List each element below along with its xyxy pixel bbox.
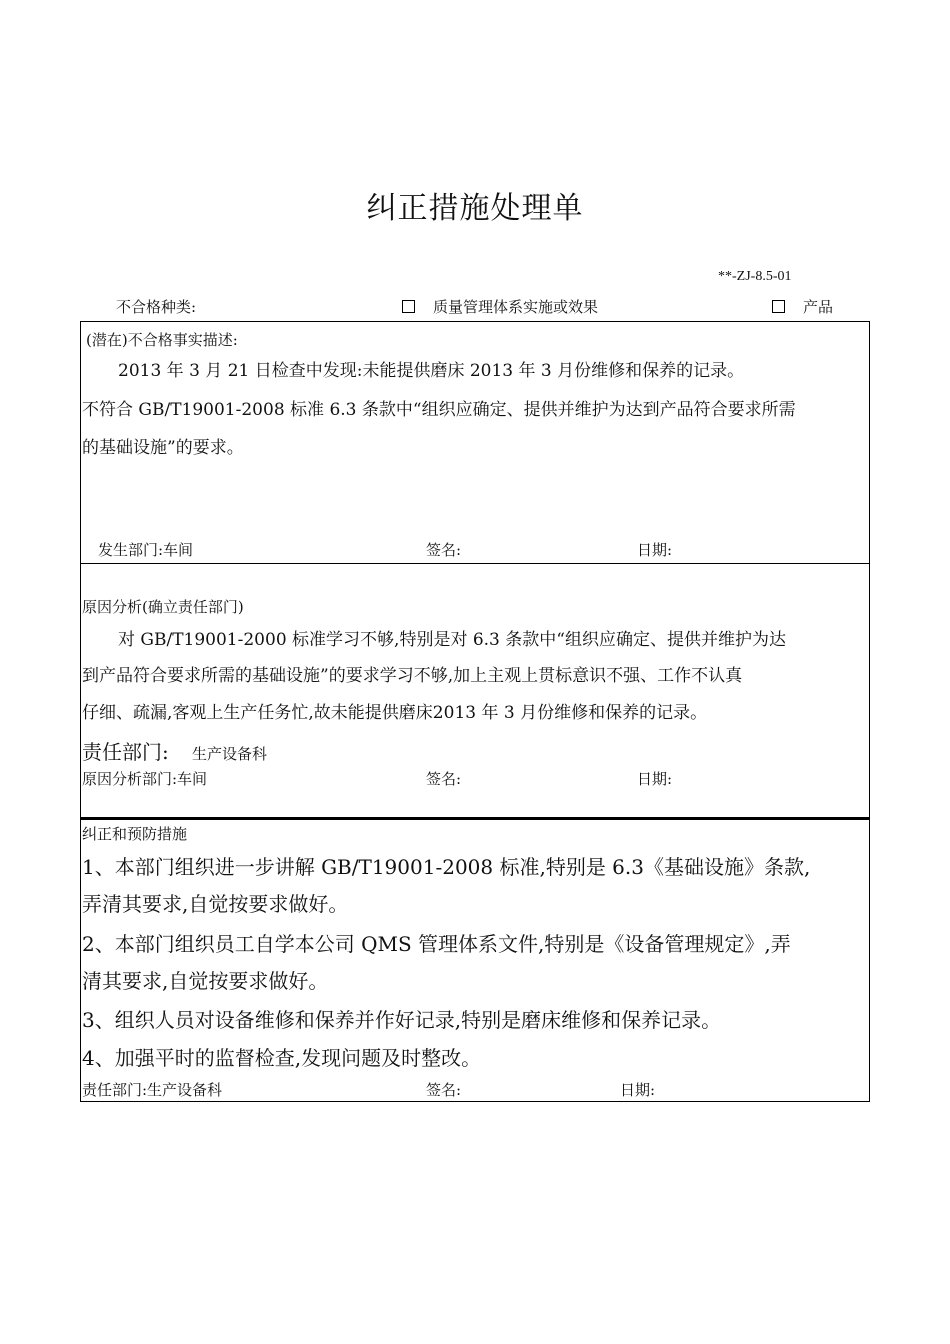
section1-line3: 的基础设施”的要求。 <box>82 438 244 458</box>
section3-dept: 责任部门:生产设备科 <box>82 1081 223 1099</box>
section2-heading: 原因分析(确立责任部门) <box>82 598 244 616</box>
checkbox-product-option[interactable] <box>772 296 833 317</box>
checkbox-icon <box>772 300 785 313</box>
page-title: 纠正措施处理单 <box>366 191 584 226</box>
section2-line2: 到产品符合要求所需的基础设施”的要求学习不够,加上主观上贯标意识不强、工作不认真 <box>82 666 743 686</box>
section3-heading: 纠正和预防措施 <box>82 825 188 843</box>
section1-heading: (潜在)不合格事实描述: <box>86 331 238 349</box>
section2-line3: 仔细、疏漏,客观上生产任务忙,故未能提供磨床2013 年 3 月份维修和保养的记录。 <box>82 703 708 723</box>
section2-dept: 原因分析部门:车间 <box>82 770 208 788</box>
section1-sign-label: 签名: <box>426 541 462 559</box>
section3-sign-label: 签名: <box>426 1081 462 1099</box>
checkbox-quality-system-option[interactable] <box>402 296 598 317</box>
responsible-dept-label: 责任部门: <box>82 740 169 764</box>
section1-dept: 发生部门:车间 <box>98 541 194 559</box>
document-code: **-ZJ-8.5-01 <box>718 269 792 284</box>
measure-item-3: 3、组织人员对设备维修和保养并作好记录,特别是磨床维修和保养记录。 <box>82 1008 722 1032</box>
measure-item-2-line2: 清其要求,自觉按要求做好。 <box>82 969 329 993</box>
section1-line2: 不符合 GB/T19001-2008 标准 6.3 条款中“组织应确定、提供并维护为达到产品符合要求所需 <box>82 400 796 420</box>
measure-item-2-line1: 2、本部门组织员工自学本公司 QMS 管理体系文件,特别是《设备管理规定》,弄 <box>82 932 791 956</box>
option-product-label: 产品 <box>803 298 834 316</box>
option-quality-system-label: 质量管理体系实施或效果 <box>433 298 599 316</box>
measure-item-4: 4、加强平时的监督检查,发现问题及时整改。 <box>82 1046 482 1070</box>
measure-item-1-line1: 1、本部门组织进一步讲解 GB/T19001-2008 标准,特别是 6.3《基础设施》条款, <box>82 855 811 879</box>
section1-date-label: 日期: <box>637 541 673 559</box>
section2-date-label: 日期: <box>637 770 673 788</box>
section2-line1: 对 GB/T19001-2000 标准学习不够,特别是对 6.3 条款中“组织应确定、提供并维护为达 <box>118 630 786 650</box>
checkbox-icon <box>402 300 415 313</box>
responsible-dept-value: 生产设备科 <box>192 745 268 763</box>
nonconformity-type-label: 不合格种类: <box>116 298 197 316</box>
section2-sign-label: 签名: <box>426 770 462 788</box>
section3-date-label: 日期: <box>620 1081 656 1099</box>
section1-line1: 2013 年 3 月 21 日检查中发现:未能提供磨床 2013 年 3 月份维修和保养的记录。 <box>118 361 745 381</box>
measure-item-1-line2: 弄清其要求,自觉按要求做好。 <box>82 892 349 916</box>
